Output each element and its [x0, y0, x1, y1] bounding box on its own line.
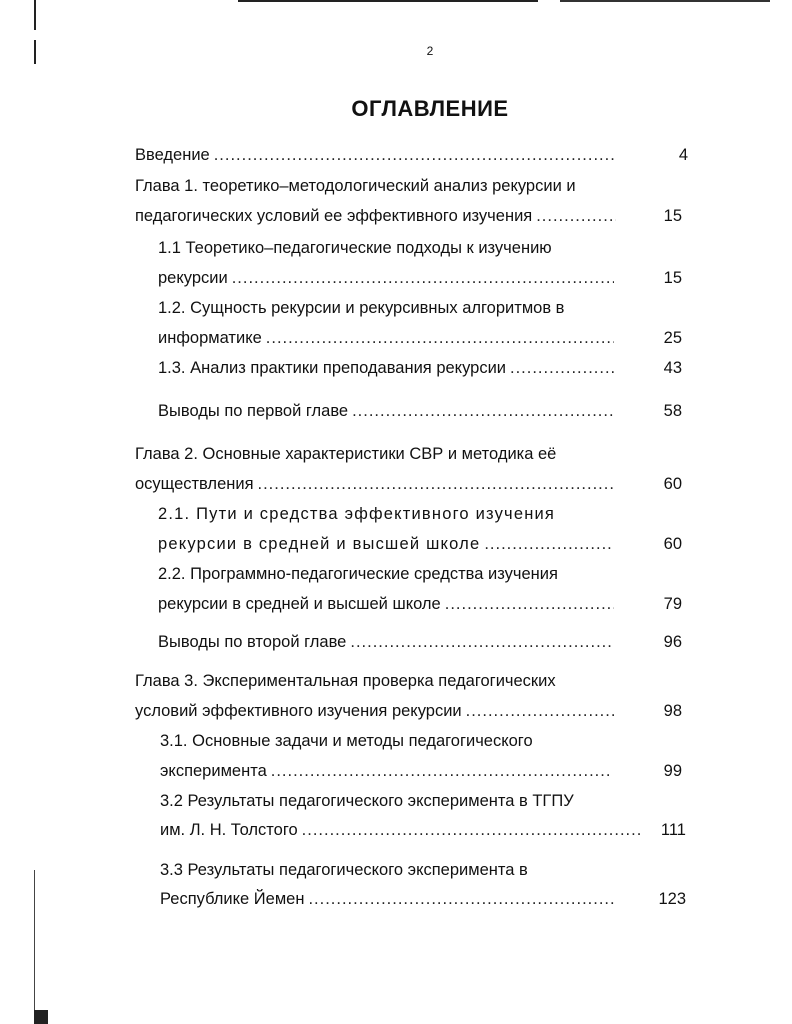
toc-label: эксперимента	[160, 762, 267, 780]
page-number: 2	[426, 44, 434, 58]
toc-label: осуществления	[135, 475, 254, 493]
toc-entry-2-2[interactable]	[158, 595, 618, 614]
toc-chapter-3-line1[interactable]: Глава 3. Экспериментальная проверка педагогических	[135, 672, 556, 690]
leader-dots	[232, 269, 614, 288]
leader-dots	[510, 359, 614, 378]
toc-entry-2-1[interactable]	[158, 535, 618, 554]
leader-dots	[308, 890, 614, 909]
toc-page: 111	[660, 821, 686, 839]
toc-page: 123	[658, 890, 686, 908]
toc-page: 98	[663, 702, 682, 720]
toc-page: 58	[663, 402, 682, 420]
toc-entry-conclusions-2[interactable]	[158, 633, 618, 652]
toc-chapter-1-line1[interactable]: Глава 1. теоретико–методологический анализ рекурсии и	[135, 177, 576, 195]
toc-section-1-1-line1[interactable]: 1.1 Теоретико–педагогические подходы к изучению	[158, 239, 552, 257]
leader-dots	[352, 402, 614, 421]
toc-entry-chapter-1[interactable]	[135, 207, 620, 226]
toc-label: педагогических условий ее эффективного изучения	[135, 207, 533, 225]
toc-section-1-2-line1[interactable]: 1.2. Сущность рекурсии и рекурсивных алгоритмов в	[158, 299, 565, 317]
toc-label: Республике Йемен	[160, 890, 305, 908]
toc-page: 25	[663, 329, 682, 347]
toc-label: рекурсии в средней и высшей школе	[158, 535, 481, 553]
toc-section-3-3-line1[interactable]: 3.3 Результаты педагогического эксперимента в	[160, 861, 528, 879]
toc-label: 1.3. Анализ практики преподавания рекурсии	[158, 359, 507, 377]
toc-label: Выводы по второй главе	[158, 633, 347, 651]
toc-label: условий эффективного изучения рекурсии	[135, 702, 462, 720]
toc-page: 15	[663, 207, 682, 225]
scan-edge-mark	[34, 0, 36, 30]
toc-entry-1-1[interactable]	[158, 269, 618, 288]
leader-dots	[302, 821, 640, 840]
toc-chapter-2-line1[interactable]: Глава 2. Основные характеристики СВР и методика её	[135, 445, 557, 463]
toc-label: им. Л. Н. Толстого	[160, 821, 298, 839]
toc-label: рекурсии	[158, 269, 228, 287]
toc-entry-conclusions-1[interactable]	[158, 402, 618, 421]
toc-page: 15	[663, 269, 682, 287]
toc-page: 60	[663, 535, 682, 553]
leader-dots	[445, 595, 614, 614]
leader-dots	[266, 329, 614, 348]
scan-top-rule	[238, 0, 538, 2]
toc-label: Введение	[135, 146, 210, 164]
toc-entry-3-1[interactable]	[160, 762, 616, 781]
toc-page: 60	[663, 475, 682, 493]
leader-dots	[466, 702, 614, 721]
page-title: ОГЛАВЛЕНИЕ	[351, 96, 509, 121]
toc-section-2-1-line1[interactable]: 2.1. Пути и средства эффективного изучения	[158, 505, 556, 523]
toc-section-3-2-line1[interactable]: 3.2 Результаты педагогического эксперимента в ТГПУ	[160, 792, 574, 810]
leader-dots	[350, 633, 614, 652]
toc-page: 99	[663, 762, 682, 780]
toc-entry-3-3[interactable]	[160, 890, 618, 909]
leader-dots	[271, 762, 612, 781]
toc-label: Выводы по первой главе	[158, 402, 349, 420]
toc-page: 43	[663, 359, 682, 377]
toc-entry-chapter-3[interactable]	[135, 702, 618, 721]
leader-dots	[214, 146, 616, 165]
toc-entry-intro[interactable]	[135, 146, 620, 165]
toc-section-2-2-line1[interactable]: 2.2. Программно-педагогические средства изучения	[158, 565, 558, 583]
scan-top-rule	[560, 0, 770, 2]
toc-entry-1-2[interactable]	[158, 329, 618, 348]
toc-label: информатике	[158, 329, 262, 347]
toc-entry-3-2[interactable]	[160, 821, 644, 840]
scan-edge-mark	[34, 870, 35, 1010]
scan-blot	[34, 1010, 48, 1024]
leader-dots	[536, 207, 616, 226]
toc-section-3-1-line1[interactable]: 3.1. Основные задачи и методы педагогического	[160, 732, 533, 750]
leader-dots	[484, 535, 614, 554]
leader-dots	[258, 475, 616, 494]
toc-entry-1-3[interactable]	[158, 359, 618, 378]
toc-page: 79	[663, 595, 682, 613]
toc-label: рекурсии в средней и высшей школе	[158, 595, 441, 613]
toc-page: 4	[678, 146, 688, 164]
toc-entry-chapter-2[interactable]	[135, 475, 620, 494]
toc-page: 96	[663, 633, 682, 651]
